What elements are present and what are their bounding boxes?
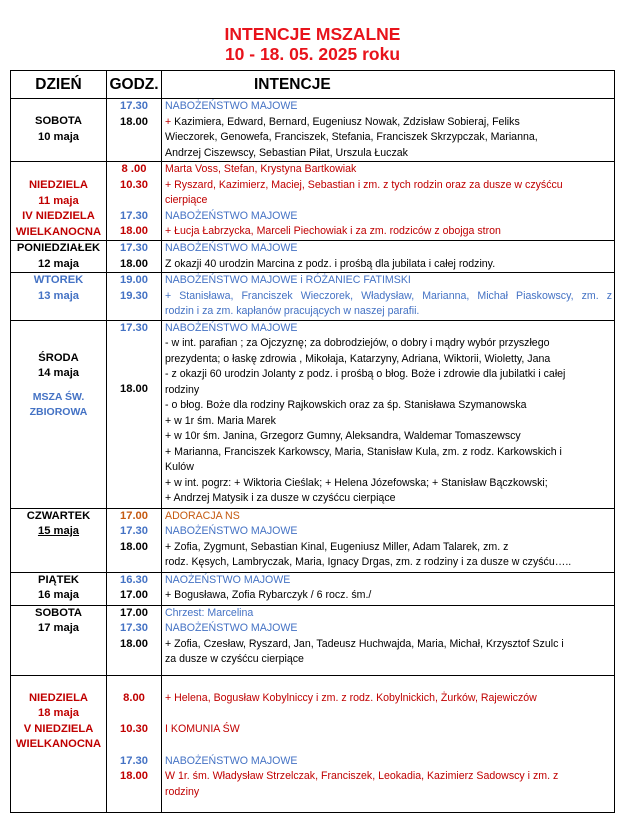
day-feast: V NIEDZIELA bbox=[23, 722, 94, 735]
day-name: PIĄTEK bbox=[37, 573, 80, 586]
day-date: 12 maja bbox=[37, 257, 80, 270]
intention-line: Andrzej Ciszewscy, Sebastian Piłat, Urszula Łuczak bbox=[165, 146, 408, 159]
intention-line: NABOŻEŃSTWO MAJOWE bbox=[165, 525, 298, 537]
day-cell bbox=[11, 273, 107, 321]
day-date: 14 maja bbox=[37, 367, 80, 379]
day-date: 11 maja bbox=[38, 194, 79, 207]
time-cell bbox=[107, 162, 162, 241]
time-value: 17.00 bbox=[120, 509, 148, 522]
day-name: SOBOTA bbox=[34, 115, 83, 127]
day-cell bbox=[11, 99, 107, 162]
table-row bbox=[11, 99, 615, 162]
intention-line: rodziny bbox=[165, 785, 200, 798]
table-row bbox=[11, 273, 615, 321]
intentions-cell bbox=[162, 273, 615, 321]
day-date: 17 maja bbox=[37, 622, 80, 634]
day-cell bbox=[11, 572, 107, 605]
intention-line: ADORACJA NS bbox=[165, 509, 240, 522]
intentions-cell bbox=[162, 320, 615, 508]
table-header-row bbox=[11, 71, 615, 99]
time-value: 17.00 bbox=[120, 606, 148, 619]
day-note: MSZA ŚW. bbox=[32, 390, 85, 403]
intentions-cell bbox=[162, 241, 615, 273]
table-row bbox=[11, 508, 615, 572]
time-value: 17.30 bbox=[120, 525, 148, 537]
table-row bbox=[11, 241, 615, 273]
time-value: 17.30 bbox=[120, 321, 148, 334]
time-value: 10.30 bbox=[120, 723, 148, 735]
table-row bbox=[11, 605, 615, 675]
table-row bbox=[11, 162, 615, 241]
intention-line: Kulów bbox=[165, 461, 194, 473]
time-cell bbox=[107, 320, 162, 508]
intention-line: rodz. Kęsych, Lambryczak, Maria, Ignacy Drgas, zm. z rodziny i za dusze w czyśću….. bbox=[165, 556, 572, 568]
intention-line: NABOŻEŃSTWO MAJOWE bbox=[165, 242, 298, 254]
intention-line: + Zofia, Czesław, Ryszard, Jan, Tadeusz Huchwajda, Maria, Michał, Krzysztof Szulc i bbox=[165, 637, 564, 650]
time-value: 18.00 bbox=[120, 540, 148, 553]
intention-line: cierpiące bbox=[165, 194, 208, 206]
page-subtitle: 10 - 18. 05. 2025 roku bbox=[224, 44, 401, 64]
table-row bbox=[11, 320, 615, 508]
intention-line: + Zofia, Zygmunt, Sebastian Kinal, Eugeniusz Miller, Adam Talarek, zm. z bbox=[165, 540, 509, 553]
intention-line: + Andrzej Matysik i za dusze w czyśćcu cierpiące bbox=[165, 492, 396, 504]
time-cell bbox=[107, 241, 162, 273]
intention-line: - z okazji 60 urodzin Jolanty z podz. i prośbą o błog. Boże i zdrowie dla jubilatki i całej bbox=[165, 368, 566, 380]
intention-line: + Łucja Łabrzycka, Marceli Piechowiak i za zm. rodziców z obojga stron bbox=[165, 225, 501, 237]
intention-line: W 1r. śm. Władysław Strzelczak, Franciszek, Leokadia, Kazimierz Sadowscy i zm. z bbox=[165, 770, 559, 782]
intention-line: NABOŻEŃSTWO MAJOWE bbox=[165, 100, 298, 112]
time-value: 19.00 bbox=[120, 274, 148, 286]
intention-line: - w int. parafian ; za Ojczyznę; za dobrodziejów, o dobry i mądry wybór przyszłego bbox=[165, 337, 550, 349]
day-cell bbox=[11, 162, 107, 241]
day-cell bbox=[11, 605, 107, 675]
intention-line: + Stanisława, Franciszek Wieczorek, Władysław, Marianna, Michał Piaskowscy, zm. z bbox=[165, 289, 612, 302]
intention-line: Marta Voss, Stefan, Krystyna Bartkowiak bbox=[165, 163, 357, 175]
intentions-cell bbox=[162, 605, 615, 675]
intention-line: prezydenta; o łaskę zdrowia , Mikołaja, Katarzyny, Adriana, Wiktorii, Wioletty, Jana bbox=[165, 352, 551, 365]
time-cell bbox=[107, 605, 162, 675]
day-name: SOBOTA bbox=[34, 606, 83, 619]
time-value: 18.00 bbox=[120, 383, 148, 395]
time-value: 19.30 bbox=[120, 289, 148, 302]
day-name: WTOREK bbox=[33, 274, 84, 286]
time-cell bbox=[107, 572, 162, 605]
day-feast: IV NIEDZIELA bbox=[22, 210, 95, 222]
intention-line: + Bogusława, Zofia Rybarczyk / 6 rocz. śm./ bbox=[165, 589, 372, 601]
intention-line: + Marianna, Franciszek Karkowscy, Maria, Stanisław Kula, zm. z rodz. Karkowskich i bbox=[165, 445, 562, 458]
intention-line: rodzin i za zm. kapłanów pracujących w naszej parafii. bbox=[165, 305, 420, 317]
intentions-cell bbox=[162, 675, 615, 812]
time-value: 18.00 bbox=[120, 257, 148, 270]
time-cell bbox=[107, 508, 162, 572]
intention-line: + Kazimiera, Edward, Bernard, Eugeniusz Nowak, Zdzisław Sobieraj, Feliks bbox=[165, 115, 520, 128]
day-cell bbox=[11, 508, 107, 572]
intention-line: - o błog. Boże dla rodziny Rajkowskich oraz za śp. Stanisława Szymanowska bbox=[165, 399, 527, 411]
intentions-cell bbox=[162, 162, 615, 241]
header-intentions: INTENCJE bbox=[162, 71, 615, 99]
time-value: 18.00 bbox=[120, 225, 148, 237]
day-date: 18 maja bbox=[37, 707, 80, 719]
intention-line: + Ryszard, Kazimierz, Maciej, Sebastian i zm. z tych rodzin oraz za dusze w czyśćcu bbox=[165, 178, 563, 191]
day-feast: WIELKANOCNA bbox=[15, 225, 102, 238]
time-value: 16.30 bbox=[120, 573, 148, 586]
intention-line: + w 1r śm. Maria Marek bbox=[165, 414, 276, 427]
intentions-cell bbox=[162, 508, 615, 572]
day-name: NIEDZIELA bbox=[28, 179, 89, 191]
day-name: CZWARTEK bbox=[26, 509, 91, 522]
time-value: 8 .00 bbox=[121, 163, 147, 175]
time-cell bbox=[107, 99, 162, 162]
intention-line: Z okazji 40 urodzin Marcina z podz. i prośbą dla jubilata i całej rodziny. bbox=[165, 257, 496, 270]
intention-line: I KOMUNIA ŚW bbox=[165, 723, 240, 735]
day-feast: WIELKANOCNA bbox=[15, 738, 102, 750]
intention-line: + w 10r śm. Janina, Grzegorz Gumny, Aleksandra, Waldemar Tomaszewscy bbox=[165, 430, 521, 442]
time-value: 17.30 bbox=[120, 754, 148, 767]
intentions-cell bbox=[162, 99, 615, 162]
intention-line: rodziny bbox=[165, 383, 200, 396]
time-value: 17.30 bbox=[120, 209, 148, 222]
intention-line: za dusze w czyśćcu cierpiące bbox=[165, 653, 304, 665]
header-day: DZIEŃ bbox=[11, 71, 107, 99]
intention-line: NABOŻEŃSTWO MAJOWE bbox=[165, 754, 298, 767]
day-cell bbox=[11, 675, 107, 812]
time-value: 8.00 bbox=[123, 691, 145, 704]
header-time: GODZ. bbox=[107, 71, 162, 99]
day-cell bbox=[11, 320, 107, 508]
time-value: 10.30 bbox=[120, 178, 148, 191]
table-row bbox=[11, 572, 615, 605]
intention-line: NAOŻEŃSTWO MAJOWE bbox=[165, 573, 291, 586]
intentions-table bbox=[10, 70, 615, 813]
intention-line: NABOŻEŃSTWO MAJOWE bbox=[165, 321, 298, 334]
intention-line: NABOŻEŃSTWO MAJOWE bbox=[165, 622, 298, 634]
time-value: 18.00 bbox=[120, 770, 148, 782]
intention-line: + w int. pogrz: + Wiktoria Cieślak; + Helena Józefowska; + Stanisław Bączkowski; bbox=[165, 476, 548, 489]
time-cell bbox=[107, 675, 162, 812]
intention-line: Chrzest: Marcelina bbox=[165, 606, 254, 619]
time-cell bbox=[107, 273, 162, 321]
day-name: ŚRODA bbox=[38, 351, 79, 364]
intention-line: + Helena, Bogusław Kobylniccy i zm. z rodz. Kobylnickich, Żurków, Rajewiczów bbox=[165, 691, 537, 704]
day-date: 13 maja bbox=[37, 289, 80, 302]
day-date: 15 maja bbox=[37, 525, 80, 537]
day-name: PONIEDZIAŁEK bbox=[16, 242, 101, 254]
intention-line: NABOŻEŃSTWO MAJOWE bbox=[165, 209, 298, 222]
time-value: 17.30 bbox=[120, 622, 148, 634]
time-value: 17.30 bbox=[120, 242, 148, 254]
day-cell bbox=[11, 241, 107, 273]
intentions-cell bbox=[162, 572, 615, 605]
intention-line: NABOŻEŃSTWO MAJOWE i RÓŻANIEC FATIMSKI bbox=[165, 274, 411, 286]
page-title: INTENCJE MSZALNE bbox=[224, 24, 401, 44]
day-date: 16 maja bbox=[37, 589, 80, 601]
day-name: NIEDZIELA bbox=[28, 691, 89, 704]
time-value: 17.30 bbox=[120, 100, 148, 112]
day-note: ZBIOROWA bbox=[29, 406, 88, 418]
time-value: 17.00 bbox=[120, 589, 148, 601]
table-row bbox=[11, 675, 615, 812]
day-date: 10 maja bbox=[37, 130, 80, 143]
intention-line: Wieczorek, Genowefa, Franciszek, Stefania, Franciszek Skrzypczak, Marianna, bbox=[165, 131, 538, 143]
time-value: 18.00 bbox=[120, 115, 148, 128]
time-value: 18.00 bbox=[120, 637, 148, 650]
